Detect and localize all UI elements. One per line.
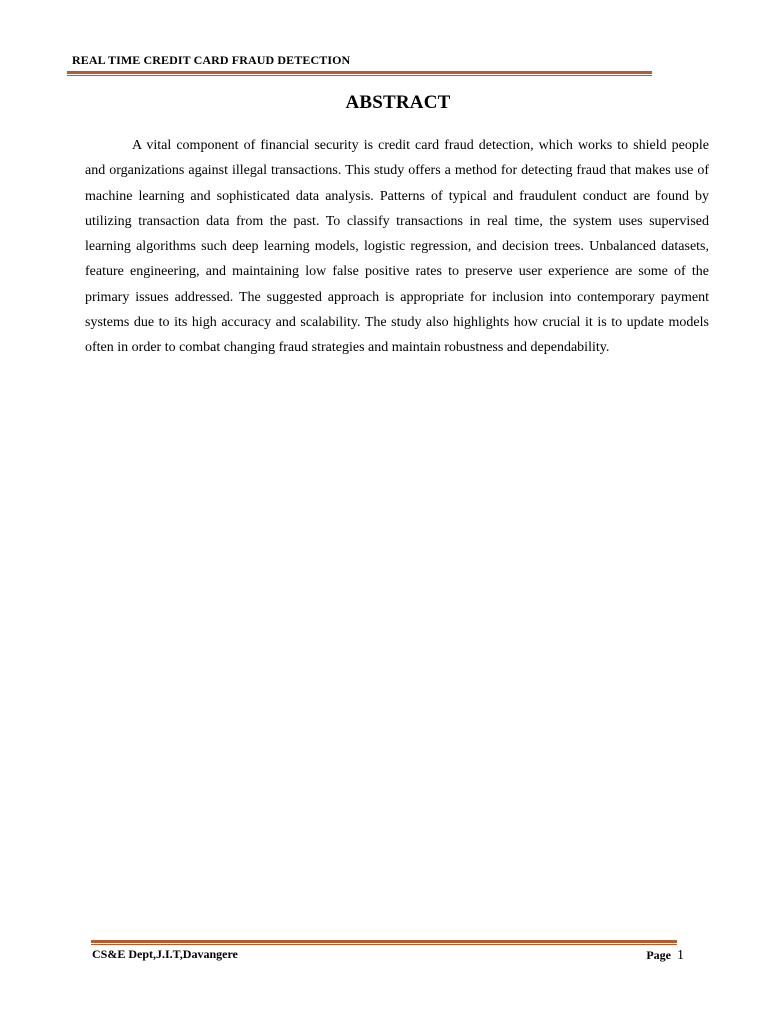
footer-divider: [91, 940, 677, 943]
header-divider: [67, 71, 652, 74]
abstract-paragraph: A vital component of financial security is credit card fraud detection, which works to shield people and organizations against illegal transactions. This study offers a method for detecting fraud that makes use of machine learning and sophisticated data analysis. Patterns of typical and fraudulent conduct are found by utilizing transaction data from the past. To classify transactions in real time, the system uses supervised learning algorithms such deep learning models, logistic regression, and decision trees. Unbalanced datasets, feature engineering, and maintaining low false positive rates to preserve user experience are some of the primary issues addressed. The suggested approach is appropriate for inclusion into contemporary payment systems due to its high accuracy and scalability. The study also highlights how crucial it is to update models often in order to combat changing fraud strategies and maintain robustness and dependability.: [85, 138, 709, 356]
abstract-heading: ABSTRACT: [345, 92, 451, 113]
page-label: Page: [646, 948, 671, 962]
footer-department: CS&E Dept,J.I.T,Davangere: [92, 947, 238, 961]
page-number: 1: [677, 948, 684, 963]
footer-page-indicator: [646, 946, 684, 964]
running-header-title: REAL TIME CREDIT CARD FRAUD DETECTION: [72, 53, 351, 67]
